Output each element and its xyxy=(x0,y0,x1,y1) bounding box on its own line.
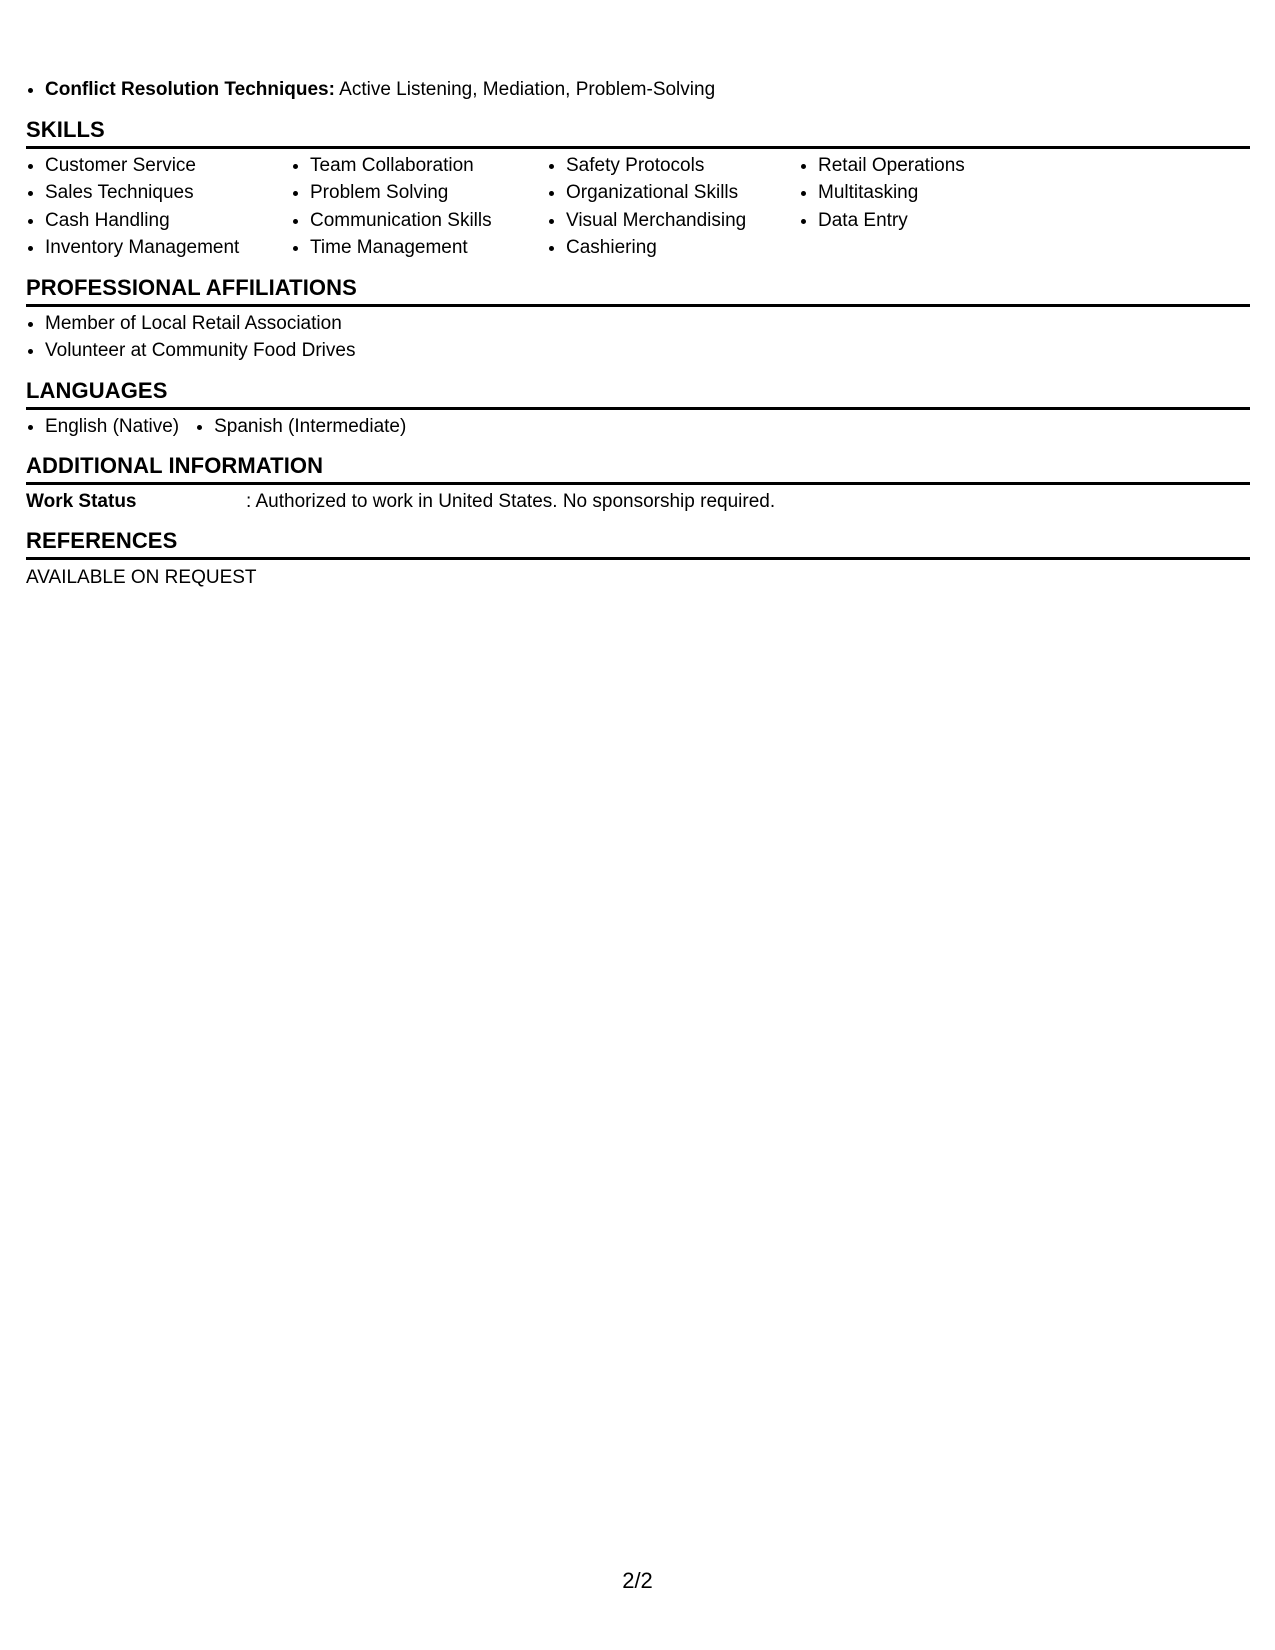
references-text: AVAILABLE ON REQUEST xyxy=(26,567,257,588)
section-title-languages: LANGUAGES xyxy=(26,378,1250,410)
page-number: 2/2 xyxy=(622,1568,653,1593)
work-status-label: Work Status xyxy=(26,491,137,512)
skills-section xyxy=(26,117,1250,262)
list-item: • Safety Protocols xyxy=(566,152,791,180)
language-item-list xyxy=(26,413,179,441)
list-item: • Sales Techniques xyxy=(45,179,283,207)
language-item-list xyxy=(195,413,406,441)
affiliations-section xyxy=(26,275,1250,365)
resume-page xyxy=(26,76,1250,591)
list-item: • Inventory Management xyxy=(45,234,283,262)
section-title-additional-info: ADDITIONAL INFORMATION xyxy=(26,453,1250,485)
list-item: • English (Native) xyxy=(45,413,179,441)
list-item: • Spanish (Intermediate) xyxy=(214,413,406,441)
list-item: • Team Collaboration xyxy=(310,152,539,180)
item-label: Conflict Resolution Techniques: xyxy=(45,79,335,100)
conflict-resolution-list xyxy=(26,76,1250,104)
skills-column xyxy=(547,152,791,262)
list-item: • Multitasking xyxy=(818,179,1048,207)
languages-section xyxy=(26,378,1250,441)
list-item: • Customer Service xyxy=(45,152,283,180)
list-item: • Volunteer at Community Food Drives xyxy=(45,337,1250,365)
work-status-row xyxy=(26,488,1250,515)
skills-column xyxy=(799,152,1048,262)
list-item: • Communication Skills xyxy=(310,207,539,235)
section-title-affiliations: PROFESSIONAL AFFILIATIONS xyxy=(26,275,1250,307)
item-text: Active Listening, Mediation, Problem-Solving xyxy=(334,79,716,100)
skills-grid xyxy=(26,152,1250,262)
references-section xyxy=(26,528,1250,591)
list-item: • Organizational Skills xyxy=(566,179,791,207)
affiliations-list xyxy=(26,310,1250,365)
languages-row xyxy=(26,413,1250,441)
list-item: • Problem Solving xyxy=(310,179,539,207)
list-item: • Cash Handling xyxy=(45,207,283,235)
work-status-value: : Authorized to work in United States. No sponsorship required. xyxy=(246,491,776,512)
list-item: • Retail Operations xyxy=(818,152,1048,180)
additional-info-section xyxy=(26,453,1250,515)
section-title-skills: SKILLS xyxy=(26,117,1250,149)
list-item: • Cashiering xyxy=(566,234,791,262)
skills-column xyxy=(291,152,539,262)
list-item: • Time Management xyxy=(310,234,539,262)
skills-column xyxy=(26,152,283,262)
section-title-references: REFERENCES xyxy=(26,528,1250,560)
list-item: • Visual Merchandising xyxy=(566,207,791,235)
list-item: • Member of Local Retail Association xyxy=(45,310,1250,338)
list-item xyxy=(45,76,1250,104)
list-item: • Data Entry xyxy=(818,207,1048,235)
